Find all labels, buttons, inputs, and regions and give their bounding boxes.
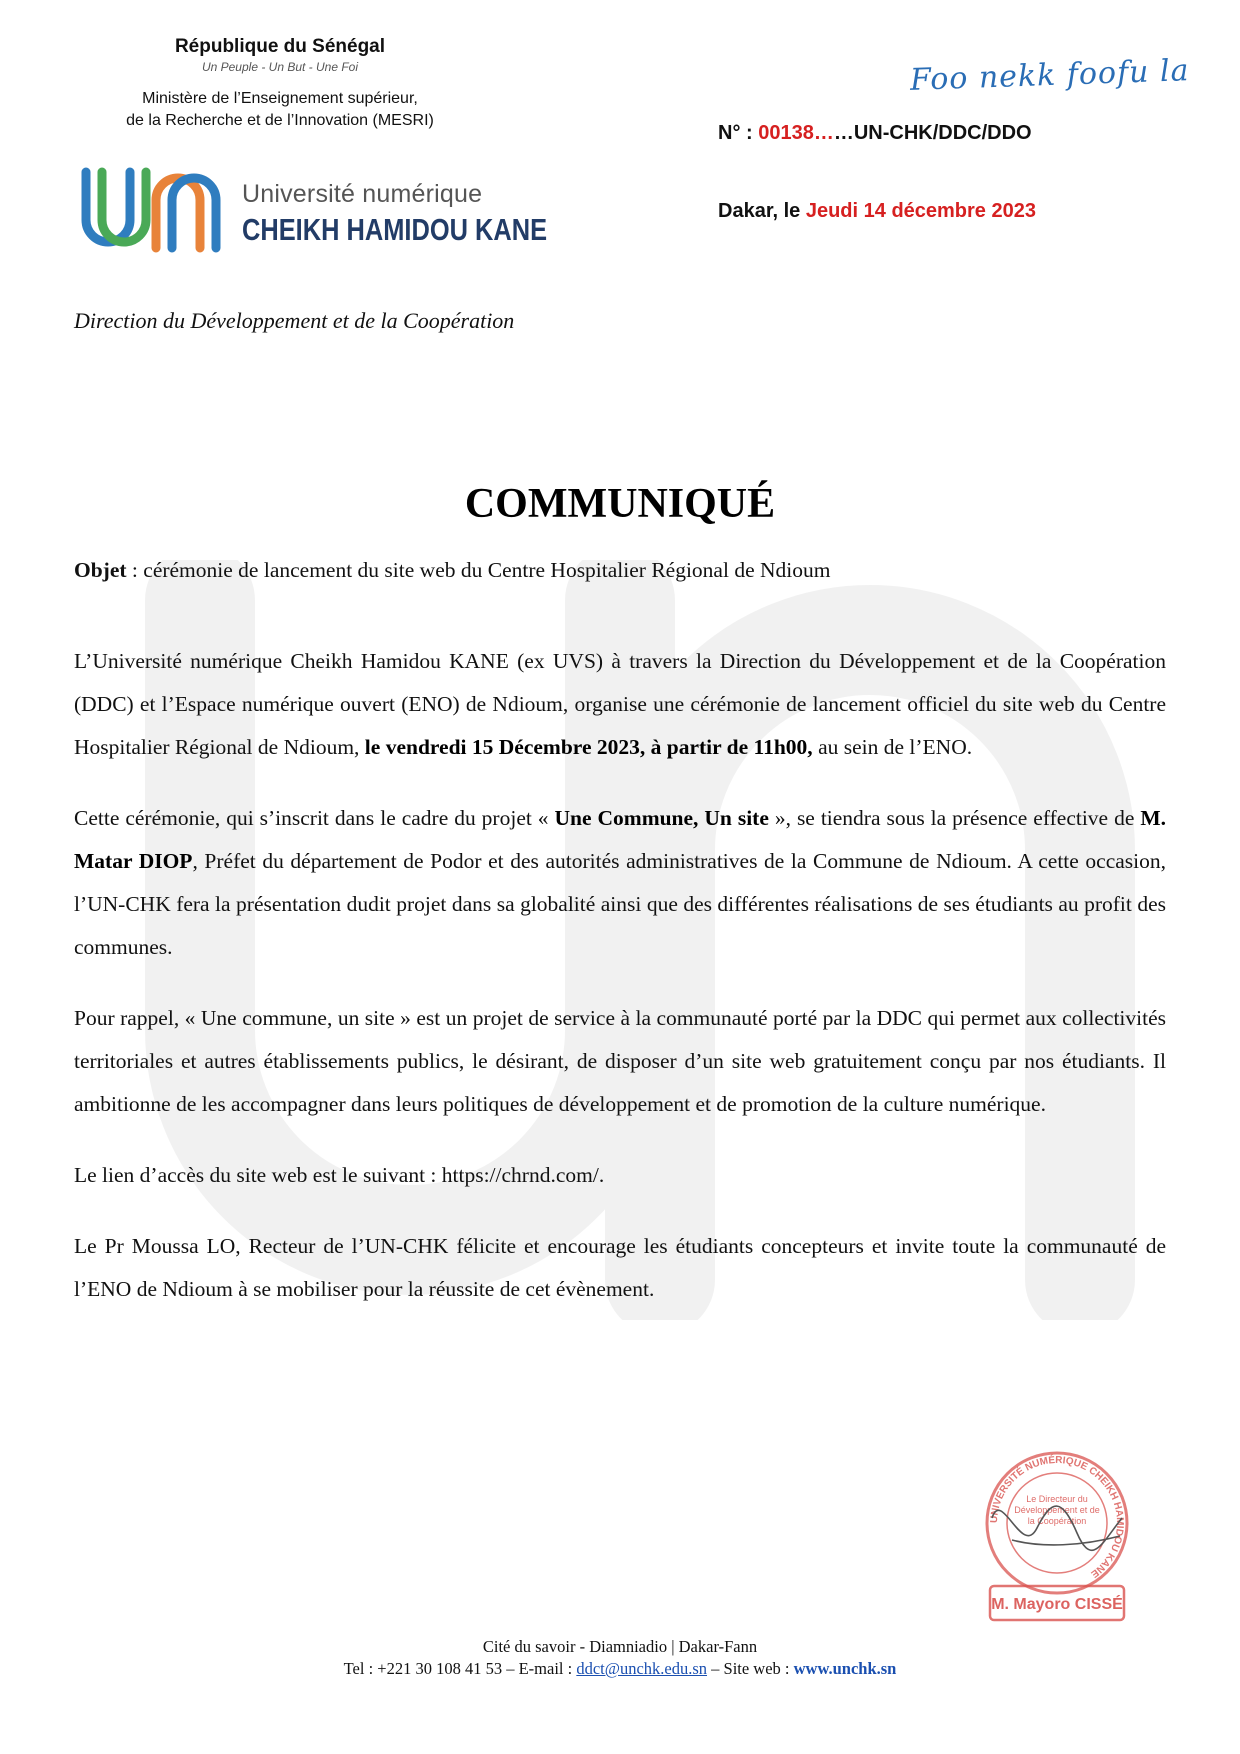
prefect-name: M. Matar DIOP (74, 806, 1166, 873)
paragraph-3: Pour rappel, « Une commune, un site » est un projet de service à la communauté porté par la DDC qui permet aux collectivités territoriales et autres établissements publics, le désirant, de disposer d’un site web gratuitement conçu par nos étudiants. Il ambitionne de les accompagner dans leurs politiques de développement et de promotion de la culture numérique. (74, 1006, 1166, 1116)
paragraph-1-end: au sein de l’ENO. (812, 735, 973, 759)
university-logo (76, 162, 548, 258)
official-stamp (982, 1448, 1132, 1626)
government-header (70, 36, 490, 132)
reference-value: 00138… (758, 122, 834, 144)
subject-line (74, 558, 830, 583)
date-value: Jeudi 14 décembre 2023 (805, 200, 1036, 222)
footer-contacts (0, 1658, 1240, 1680)
document-title: COMMUNIQUÉ (464, 481, 776, 527)
paragraph-2-mid: », se tiendra sous la présence effective de (768, 806, 1141, 830)
event-date: le vendredi 15 Décembre 2023, à partir de 11h00, (364, 735, 813, 759)
paragraph-2-text: Cette cérémonie, qui s’inscrit dans le cadre du projet « (74, 806, 555, 830)
signatory-name: M. Mayoro CISSÉ (991, 1596, 1123, 1613)
footer-tel: Tel : +221 30 108 41 53 – E-mail : (343, 1659, 577, 1678)
ministry-name (70, 88, 490, 132)
ministry-line-1: Ministère de l’Enseignement supérieur, (142, 90, 418, 107)
page-footer (0, 1636, 1240, 1680)
project-name: Une Commune, Un site (554, 806, 769, 830)
footer-web-label: – Site web : (707, 1659, 794, 1678)
reference-prefix: N° : (718, 122, 759, 144)
document-body (74, 640, 1166, 1339)
un-logo-icon (76, 162, 226, 258)
reference-suffix: …UN-CHK/DDC/DDO (833, 122, 1032, 144)
date-line (718, 200, 1036, 223)
subject-label: Objet (74, 558, 127, 582)
national-motto: Un Peuple - Un But - Une Foi (201, 60, 359, 74)
university-motto: Foo nekk foofu la (909, 53, 1191, 98)
logo-title: Université numérique (242, 180, 483, 208)
paragraph-2 (74, 797, 1166, 969)
reference-number (718, 122, 1032, 145)
paragraph-1 (74, 640, 1166, 769)
email-link[interactable]: ddct@unchk.edu.sn (576, 1659, 708, 1678)
ministry-line-2: de la Recherche et de l’Innovation (MESRI) (126, 112, 434, 129)
stamp-inner-text: Le Directeur du Développement et de la Coopération (1014, 1494, 1100, 1526)
date-prefix: Dakar, le (718, 200, 806, 222)
website-link[interactable]: www.unchk.sn (793, 1659, 897, 1678)
paragraph-4: Le lien d’accès du site web est le suivant : https://chrnd.com/. (74, 1163, 605, 1187)
subject-text: : cérémonie de lancement du site web du Centre Hospitalier Régional de Ndioum (126, 558, 831, 582)
paragraph-1-text: L’Université numérique Cheikh Hamidou KANE (ex UVS) à travers la Direction du Développement et de la Coopération (DDC) et l’Espace numérique ouvert (ENO) de Ndioum, organise une cérémonie de lancement officiel du site web du Centre Hospitalier Régional de Ndioum, (74, 649, 1166, 759)
direction-name: Direction du Développement et de la Coopération (74, 308, 515, 333)
footer-address: Cité du savoir - Diamniadio | Dakar-Fann (482, 1637, 758, 1656)
stamp-ring-text: UNIVERSITÉ NUMÉRIQUE CHEIKH HAMIDOU KANE (988, 1454, 1126, 1580)
paragraph-2-end: , Préfet du département de Podor et des autorités administratives de la Commune de Ndioum. A cette occasion, l’UN-CHK fera la présentation dudit projet dans sa globalité ainsi que des différentes réalisations de ses étudiants au profit des communes. (74, 849, 1167, 959)
logo-subtitle: CHEIKH HAMIDOU KANE (242, 212, 548, 247)
republic-name: République du Sénégal (174, 36, 386, 57)
paragraph-5: Le Pr Moussa LO, Recteur de l’UN-CHK félicite et encourage les étudiants concepteurs et invite toute la communauté de l’ENO de Ndioum à se mobiliser pour la réussite de cet évènement. (74, 1234, 1166, 1301)
